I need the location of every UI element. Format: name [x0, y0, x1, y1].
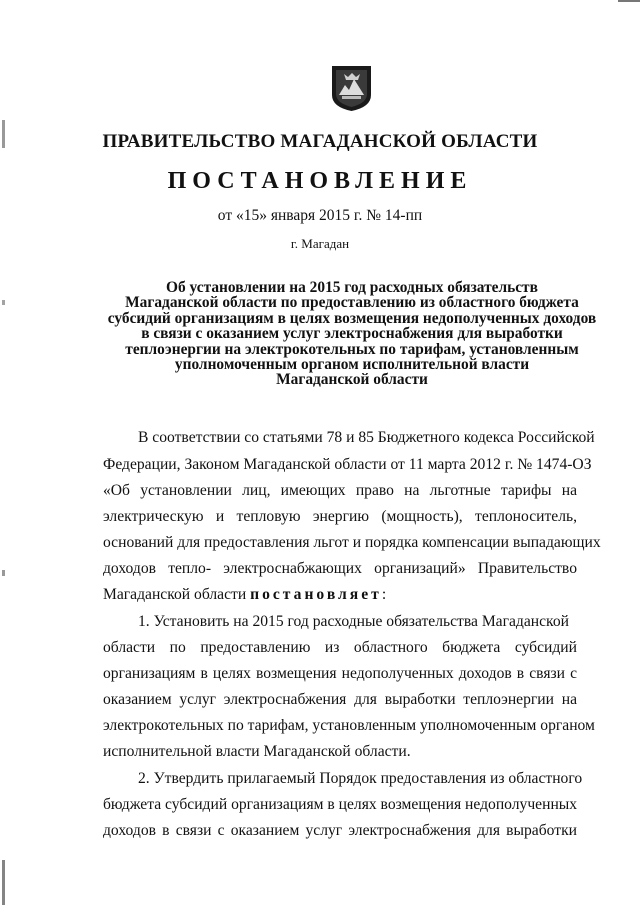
document-date-number: от «15» января 2015 г. № 14-пп	[217, 207, 423, 224]
body-line: доходов в связи с оказанием услуг электроснабжения для выработки	[103, 822, 577, 839]
body-line: бюджета субсидий организациям в целях возмещения недополученных	[103, 796, 578, 813]
body-line: электрокотельных по тарифам, установленным уполномоченным органом	[103, 717, 595, 734]
title-line: Об установлении на 2015 год расходных обязательств	[166, 279, 538, 296]
body-text: Магаданской области	[103, 586, 247, 603]
colon: :	[381, 586, 387, 603]
title-line: уполномоченным органом исполнительной власти	[174, 356, 530, 374]
resolves-keyword: постановляет	[250, 586, 382, 603]
body-line: «Об установлении лиц, имеющих право на льготные тарифы на	[103, 482, 577, 499]
title-line: субсидий организациям в целях возмещения недополученных доходов	[107, 309, 597, 327]
body-line: 2. Утвердить прилагаемый Порядок предоставления из областного	[138, 770, 583, 787]
body-line: Федерации, Законом Магаданской области от 11 марта 2012 г. № 1474-ОЗ	[103, 456, 592, 473]
title-line: в связи с оказанием услуг электроснабжения для выработки	[141, 325, 563, 343]
document-title	[0, 280, 640, 388]
scan-edge-top	[618, 0, 640, 2]
title-line: Магаданской области	[276, 371, 428, 389]
body-line-last	[103, 586, 577, 604]
body-line: исполнительной власти Магаданской области.	[103, 743, 411, 760]
document-city: г. Магадан	[290, 236, 350, 251]
body-line: оказанием услуг электроснабжения для выработки теплоэнергии на	[103, 691, 577, 708]
body-line: 1. Установить на 2015 год расходные обязательства Магаданской	[138, 613, 569, 630]
body-line: области по предоставлению из областного бюджета субсидий	[103, 639, 577, 656]
government-name: ПРАВИТЕЛЬСТВО МАГАДАНСКОЙ ОБЛАСТИ	[102, 131, 538, 152]
title-line: теплоэнергии на электрокотельных по тарифам, установленным	[125, 340, 579, 358]
body-line: оснований для предоставления льгот и порядка компенсации выпадающих	[103, 534, 601, 551]
body-line: организациям в целях возмещения недополученных доходов в связи с	[103, 665, 577, 682]
title-line: Магаданской области по предоставлению из областного бюджета	[125, 294, 579, 312]
document-type: ПОСТАНОВЛЕНИЕ	[167, 168, 473, 194]
body-line: электрическую и тепловую энергию (мощность), теплоноситель,	[103, 508, 577, 525]
body-line: доходов тепло- электроснабжающих организаций» Правительство	[103, 560, 577, 577]
coat-of-arms-icon	[330, 65, 373, 112]
body-line: В соответствии со статьями 78 и 85 Бюджетного кодекса Российской	[138, 429, 595, 446]
